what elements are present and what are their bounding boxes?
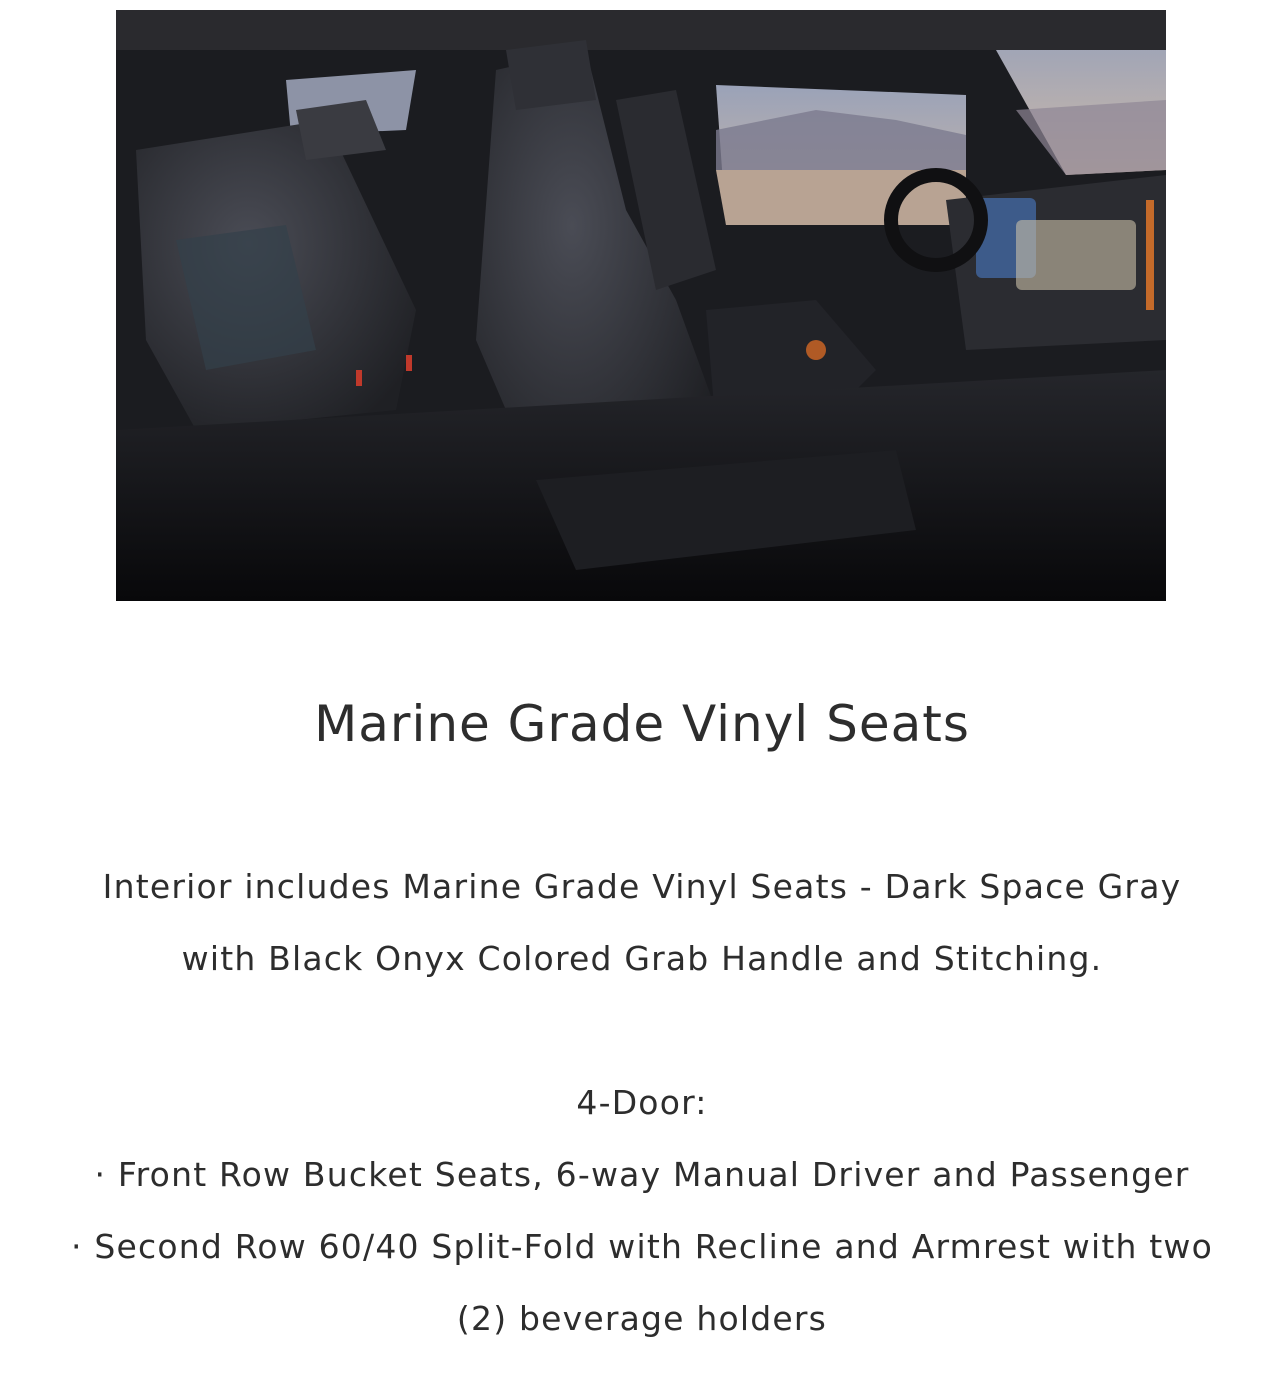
interior-description: Interior includes Marine Grade Vinyl Seats - Dark Space Gray with Black Onyx Colored Grab Handle and Stitching. — [102, 867, 1182, 978]
hero-image — [116, 10, 1166, 601]
page-title: Marine Grade Vinyl Seats — [314, 695, 970, 753]
configuration-heading: 4-Door: — [576, 1083, 708, 1122]
feature-item-second-row: · Second Row 60/40 Split-Fold with Recline and Armrest with two (2) beverage holders — [70, 1227, 1213, 1338]
vehicle-interior-photo-icon — [116, 10, 1166, 601]
feature-item-front-row: · Front Row Bucket Seats, 6-way Manual Driver and Passenger — [94, 1155, 1190, 1194]
